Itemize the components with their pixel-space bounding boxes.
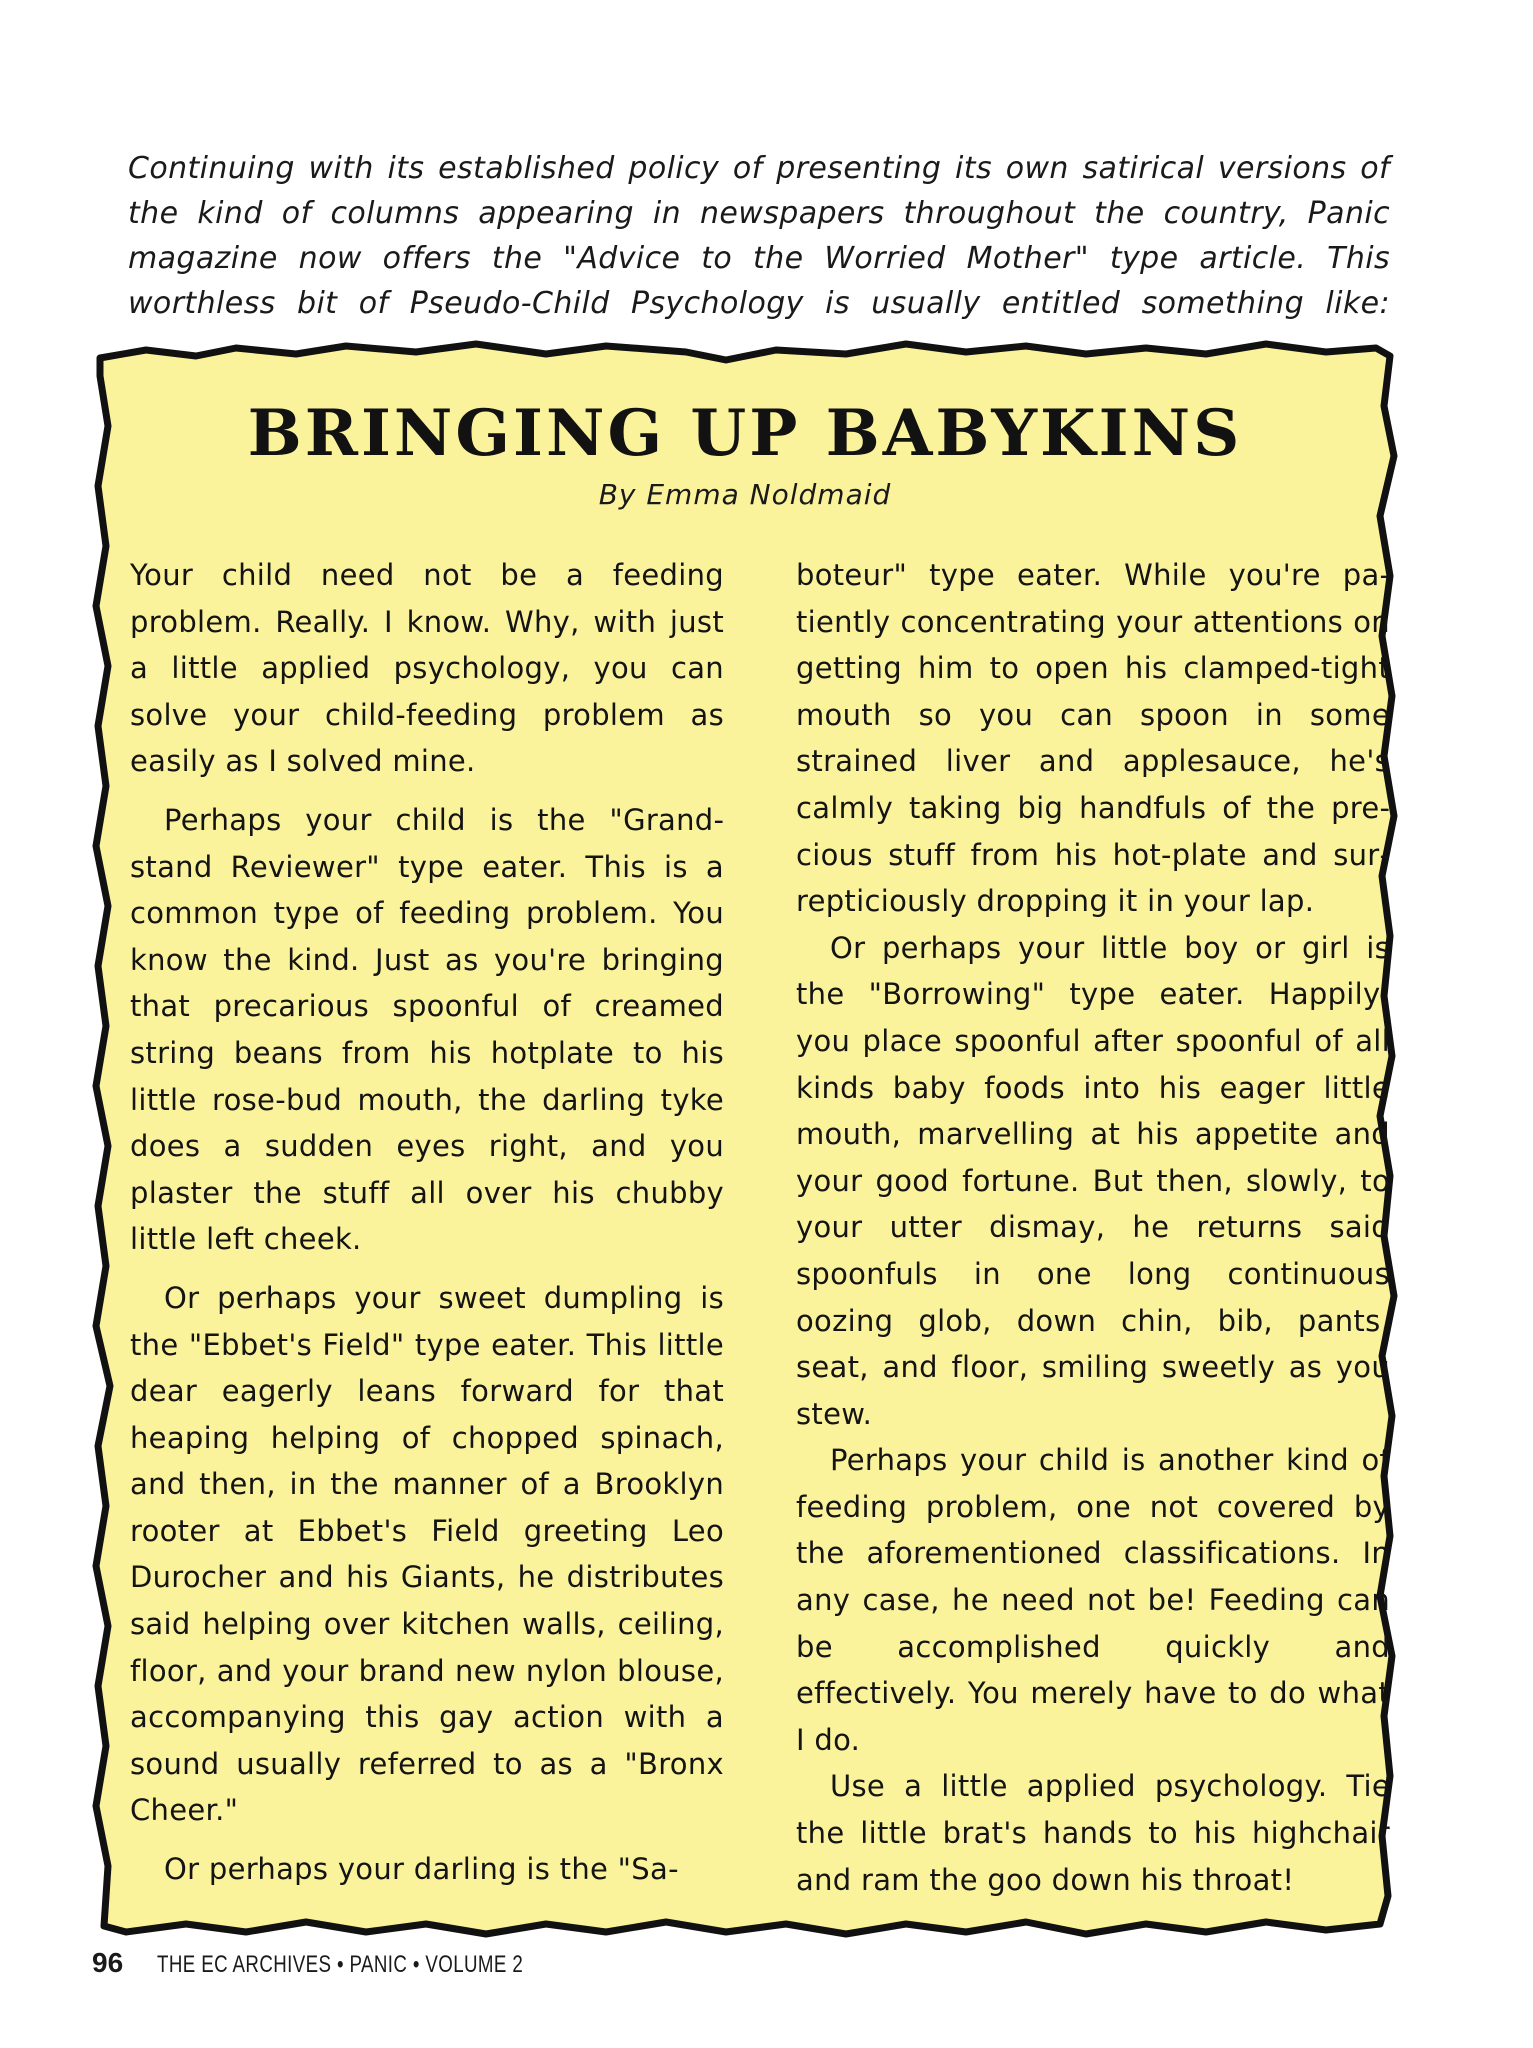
article-paragraph: Your child need not be a feeding problem. Really. I know. Why, with just a little applied psychology, you can solve your child-feeding problem as easily as I solved mine.: [130, 558, 724, 779]
intro-paragraph: Continuing with its established policy of presenting its own satirical versions of the kind of columns appearing in newspapers throughout the country, Panic magazine now offers the "Advice to the Worried Mother" type article. This worthless bit of Pseudo-Child Psychology is usually entitled something like:: [128, 151, 1390, 321]
article-paragraph: Use a little applied psychology. Tie the little brat's hands to his highchair and ram the goo down his throat!: [796, 1769, 1390, 1897]
article-paragraph: Perhaps your child is another kind of feeding problem, one not covered by the aforementioned classifications. In any case, he need not be! Feeding can be accomplished quickly and effectively. You merely have to do what I do.: [796, 1443, 1390, 1757]
page-footer: [92, 1947, 627, 1979]
series-title: THE EC ARCHIVES • PANIC • VOLUME 2: [157, 1951, 524, 1978]
page-number: 96: [92, 1947, 124, 1978]
article-paragraph: boteur" type eater. While you're patiently concentrating your attentions on getting him to open his clamped-tight mouth so you can spoon in some strained liver and applesauce, he's calmly taking big handfuls of the precious stuff from his hot-plate and surrepticiously dropping it in your lap.: [796, 558, 1390, 919]
article-paragraph: Or perhaps your darling is the "Sa-: [164, 1852, 679, 1887]
article-paragraph: Or perhaps your little boy or girl is the "Borrowing" type eater. Happily, you place spoonful after spoonful of all kinds baby foods into his eager little mouth, marvelling at his appetite and your good fortune. But then, slowly, to your utter dismay, he returns said spoonfuls in one long continuous oozing glob, down chin, bib, pants, seat, and floor, smiling sweetly as you stew.: [796, 930, 1390, 1431]
article-paragraph: Perhaps your child is the "Grandstand Reviewer" type eater. This is a common type of feeding problem. You know the kind. Just as you're bringing that precarious spoonful of creamed string beans from his hotplate to his little rose-bud mouth, the darling tyke does a sudden eyes right, and you plaster the stuff all over his chubby little left cheek.: [130, 802, 724, 1257]
article-panel: [86, 336, 1404, 1940]
article-title: BRINGING UP BABYKINS: [247, 396, 1243, 471]
right-column: [796, 552, 1390, 1903]
article-byline: By Emma Noldmaid: [598, 478, 892, 511]
left-column: [130, 552, 724, 1893]
article-paragraph: Or perhaps your sweet dumpling is the "Ebbet's Field" type eater. This little dear eagerly leans forward for that heaping helping of chopped spinach, and then, in the manner of a Brooklyn rooter at Ebbet's Field greeting Leo Durocher and his Giants, he distributes said helping over kitchen walls, ceiling, floor, and your brand new nylon blouse, accompanying this gay action with a sound usually referred to as a "Bronx Cheer.": [130, 1280, 724, 1828]
